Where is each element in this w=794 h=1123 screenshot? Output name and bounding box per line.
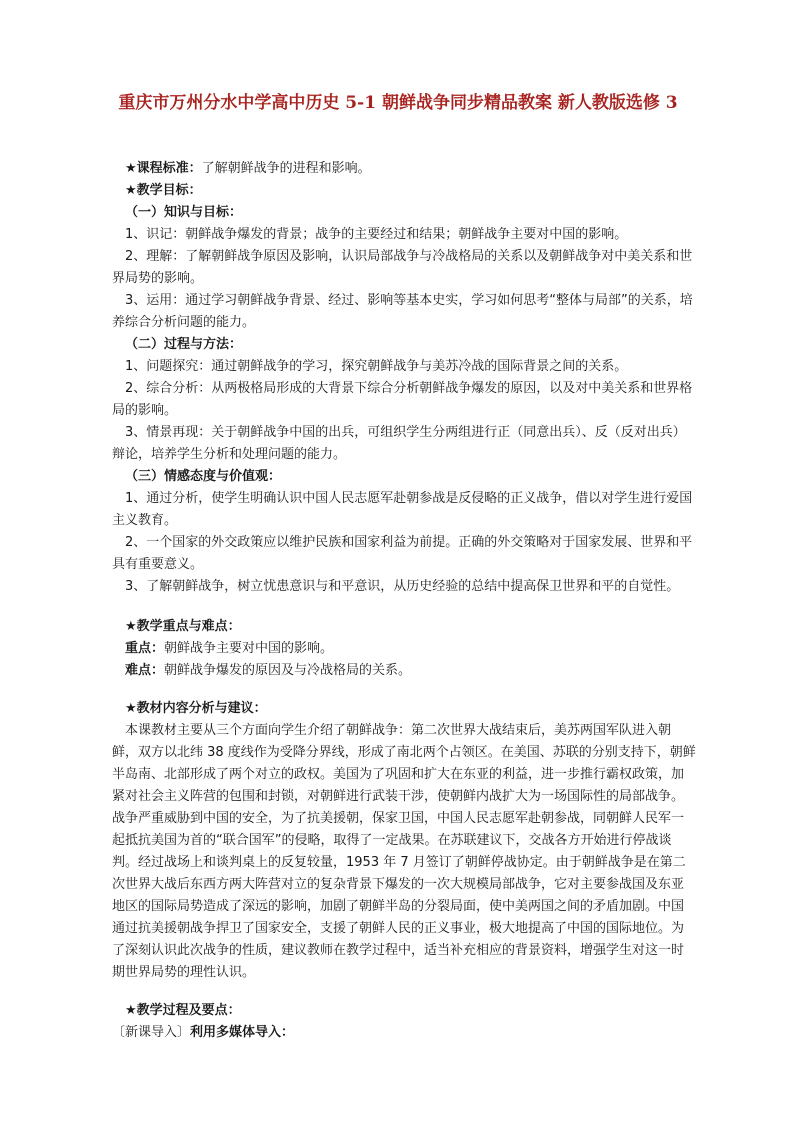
teaching-goals-heading: ★教学目标：: [125, 183, 202, 198]
course-standard: [112, 158, 696, 180]
focus-label: 重点：: [125, 641, 165, 656]
process-method-heading: （二）过程与方法：: [125, 337, 243, 352]
values-heading: （三）情感态度与价值观：: [125, 469, 282, 484]
course-standard-text: 了解朝鲜战争的进程和影响。: [201, 161, 371, 176]
course-standard-label: ★课程标准：: [125, 161, 202, 176]
focus-text: 朝鲜战争主要对中国的影响。: [164, 641, 334, 656]
analysis-heading: ★教材内容分析与建议：: [125, 701, 267, 716]
new-lesson-label: 〔新课导入〕: [112, 1025, 191, 1040]
analysis-paragraph: 本课教材主要从三个方面向学生介绍了朝鲜战争：第二次世界大战结束后，美苏两国军队进入朝鲜，双方以北纬 38 度线作为受降分界线，形成了南北两个占领区。在美国、苏联的分别支持下，朝鲜半岛南、北部形成了两个对立的政权。美国为了巩固和扩大在东亚的利益，进一步推行霸权政策，加紧对社会主义阵营的包围和封锁，对朝鲜进行武装干涉，使朝鲜内战扩大为一场国际性的局部战争。战争严重威胁到中国的安全，为了抗美援朝，保家卫国，中国人民志愿军赴朝参战，同朝鲜人民军一起抵抗美国为首的“联合国军”的侵略，取得了一定战果。在苏联建议下，交战各方开始进行停战谈判。经过战场上和谈判桌上的反复较量，1953 年 7 月签订了朝鲜停战协定。由于朝鲜战争是在第二次世界大战后东西方两大阵营对立的复杂背景下爆发的一次大规模局部战争，它对主要参战国及东亚地区的国际局势造成了深远的影响，加剧了朝鲜半岛的分裂局面，使中美两国之间的矛盾加剧。中国通过抗美援朝战争捍卫了国家安全，支援了朝鲜人民的正义事业，极大地提高了中国的国际地位。为了深刻认识此次战争的性质，建议教师在教学过程中，适当补充相应的背景资料，增强学生对这一时期世界局势的理性认识。: [112, 723, 696, 980]
values-item: 2、一个国家的外交政策应以维护民族和国家利益为前提。正确的外交策略对于国家发展、世界和平具有重要意义。: [112, 535, 693, 572]
new-lesson-intro: [112, 1022, 696, 1044]
document-body: [112, 158, 696, 1044]
new-lesson-text: 利用多媒体导入：: [190, 1025, 295, 1040]
focus-line: [112, 638, 696, 660]
knowledge-item: 1、识记：朝鲜战争爆发的背景；战争的主要经过和结果；朝鲜战争主要对中国的影响。: [125, 227, 628, 242]
knowledge-item: 2、理解：了解朝鲜战争原因及影响，认识局部战争与冷战格局的关系以及朝鲜战争对中美关系和世界局势的影响。: [112, 249, 693, 286]
spacer: [112, 682, 696, 698]
process-item: 2、综合分析：从两极格局形成的大背景下综合分析朝鲜战争爆发的原因，以及对中美关系和世界格局的影响。: [112, 381, 693, 418]
spacer: [112, 984, 696, 1000]
difficulty-label: 难点：: [125, 663, 165, 678]
values-item: 3、了解朝鲜战争，树立忧患意识与和平意识，从历史经验的总结中提高保卫世界和平的自觉性。: [125, 579, 680, 594]
difficulty-text: 朝鲜战争爆发的原因及与冷战格局的关系。: [164, 663, 412, 678]
spacer: [112, 598, 696, 616]
process-item: 3、情景再现：关于朝鲜战争中国的出兵，可组织学生分两组进行正（同意出兵）、反（反对出兵）辩论，培养学生分析和处理问题的能力。: [112, 425, 686, 462]
process-item: 1、问题探究：通过朝鲜战争的学习，探究朝鲜战争与美苏冷战的国际背景之间的关系。: [125, 359, 628, 374]
document-title: 重庆市万州分水中学高中历史 5-1 朝鲜战争同步精品教案 新人教版选修 3: [118, 93, 678, 113]
knowledge-item: 3、运用：通过学习朝鲜战争背景、经过、影响等基本史实，学习如何思考“整体与局部”的关系，培养综合分析问题的能力。: [112, 293, 693, 330]
values-item: 1、通过分析，使学生明确认识中国人民志愿军赴朝参战是反侵略的正义战争，借以对学生进行爱国主义教育。: [112, 491, 693, 528]
difficulty-line: [112, 660, 696, 682]
keypoints-heading: ★教学重点与难点：: [125, 619, 241, 634]
teaching-process-heading: ★教学过程及要点：: [125, 1003, 241, 1018]
knowledge-heading: （一）知识与目标：: [125, 205, 243, 220]
